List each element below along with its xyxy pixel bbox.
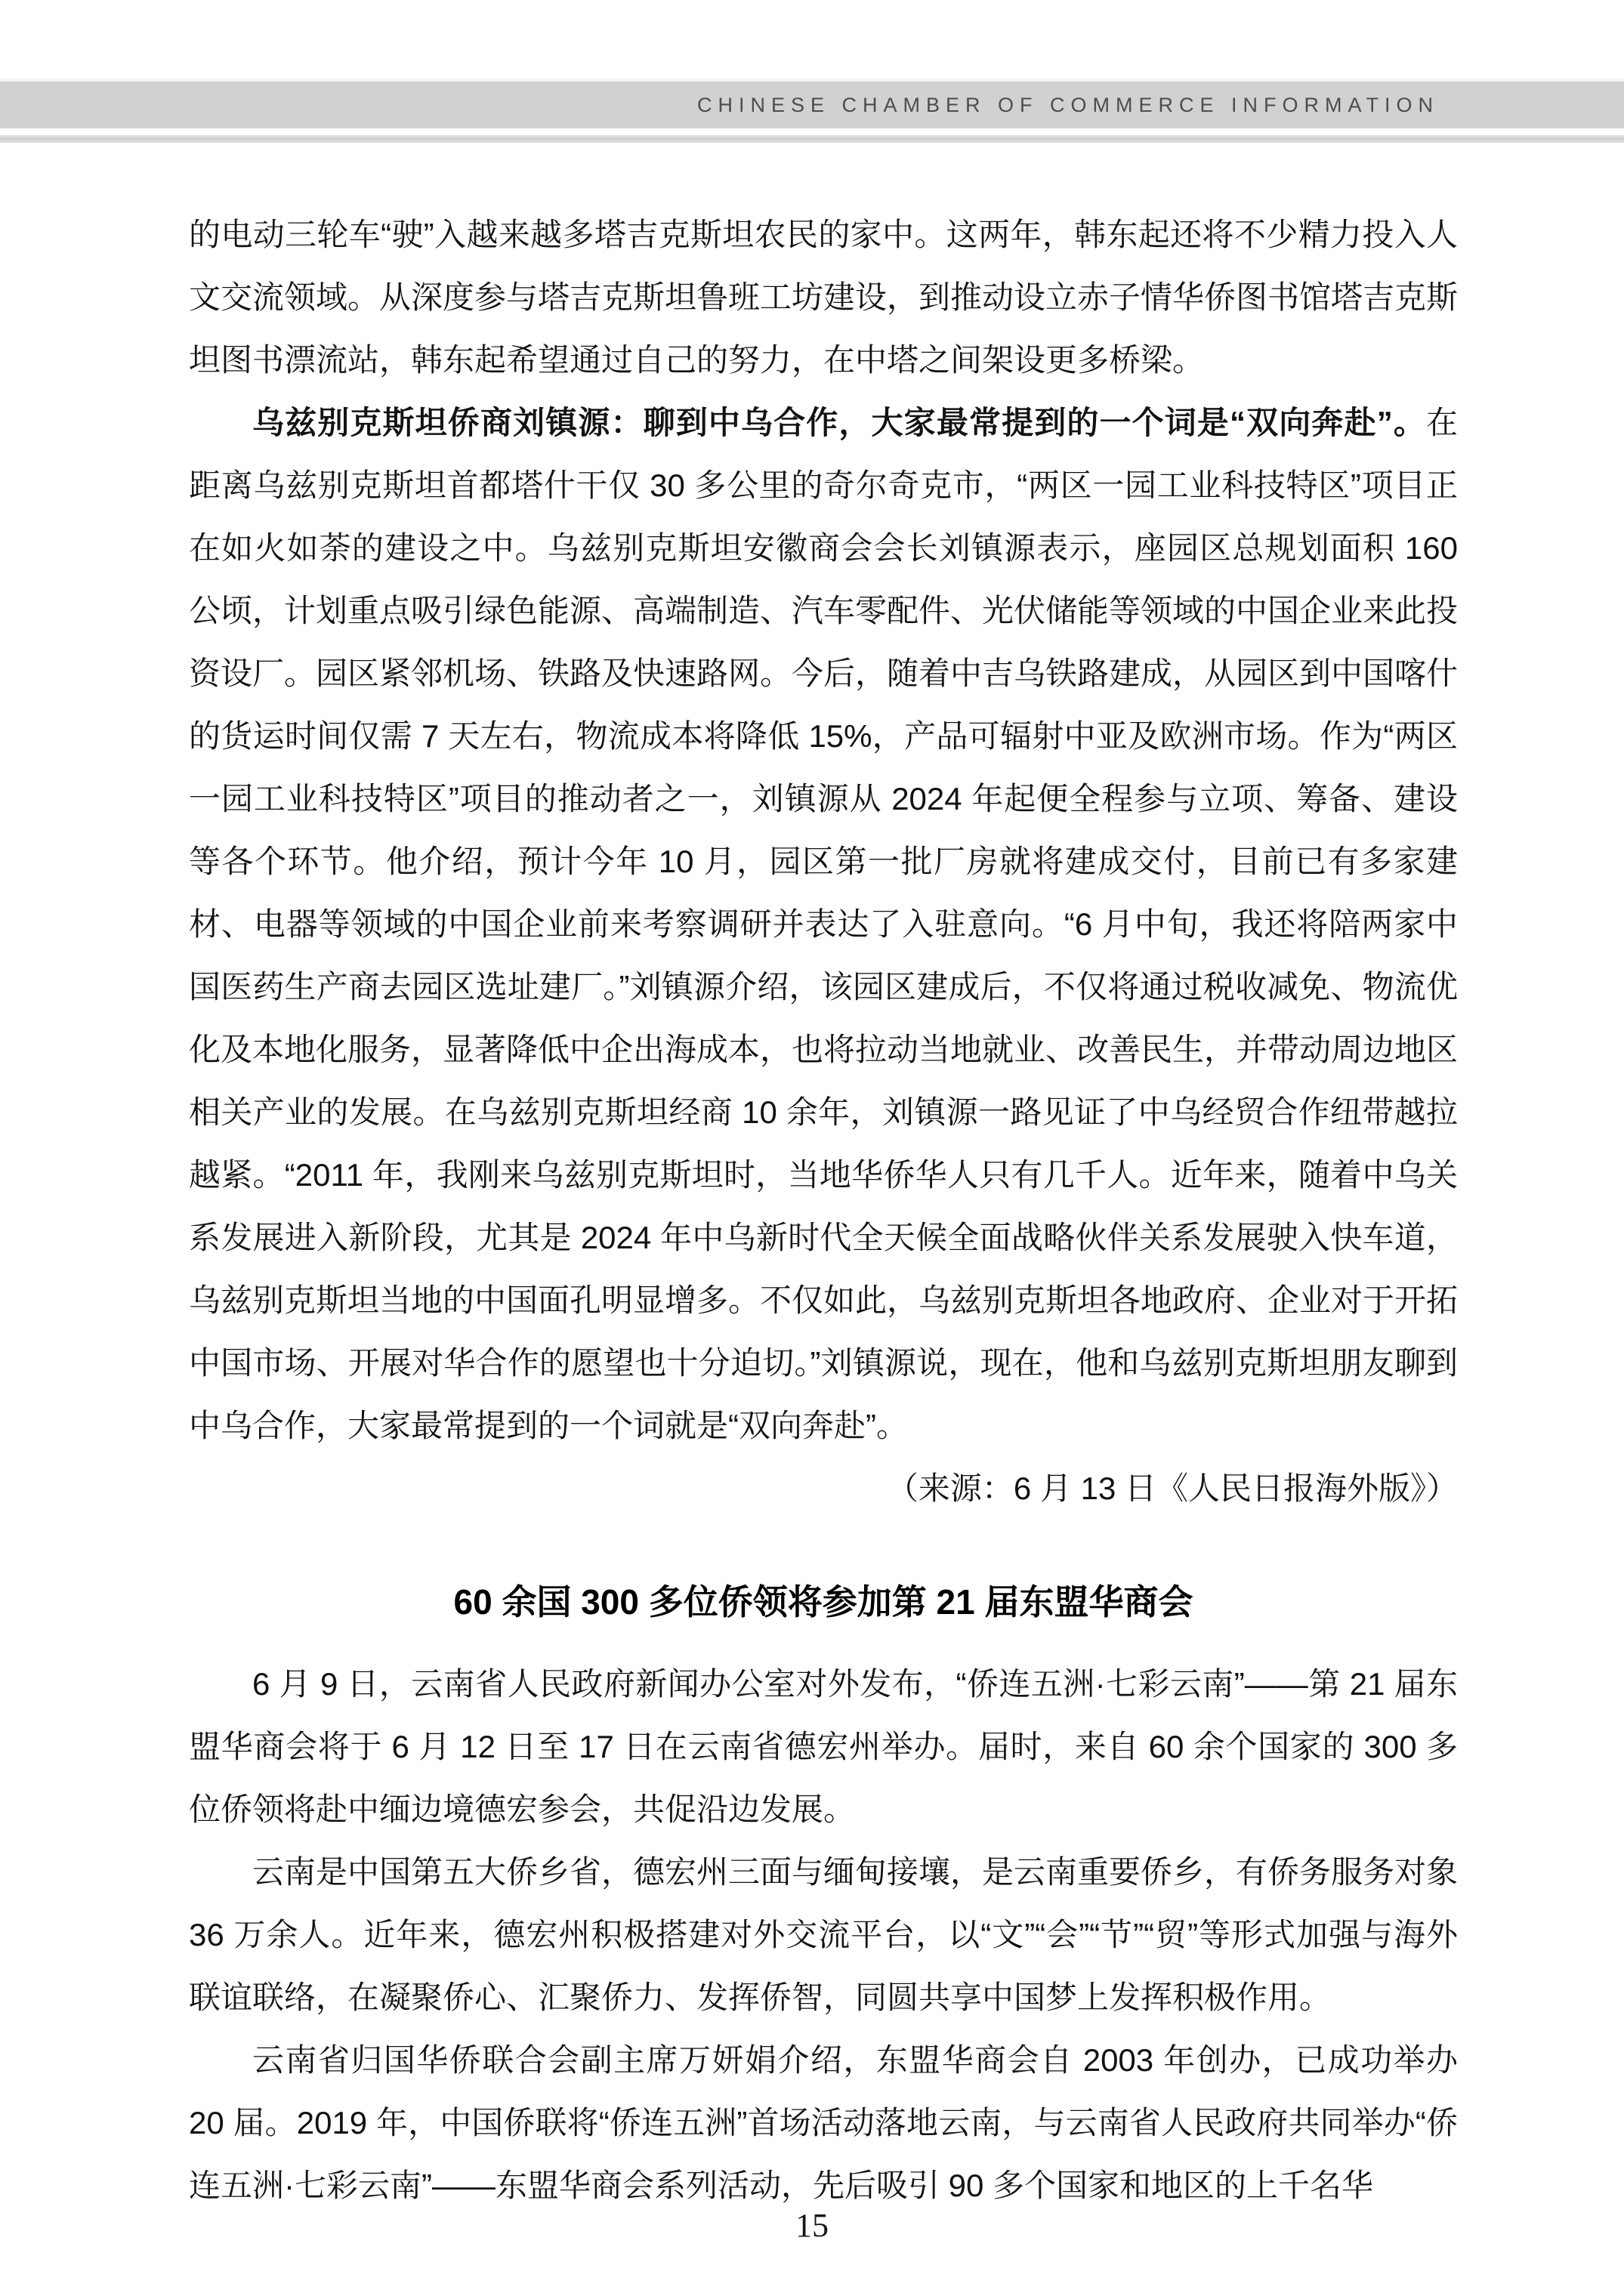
article1-paragraph-2	[189, 391, 1458, 1457]
header-rule	[0, 135, 1624, 143]
article1-paragraph-2-body: 在距离乌兹别克斯坦首都塔什干仅 30 多公里的奇尔奇克市，“两区一园工业科技特区”项目正在如火如荼的建设之中。乌兹别克斯坦安徽商会会长刘镇源表示，座园区总规划面积 160 公顷，计划重点吸引绿色能源、高端制造、汽车零配件、光伏储能等领域的中国企业来此投资设厂。园区紧邻机场、铁路及快速路网。今后，随着中吉乌铁路建成，从园区到中国喀什的货运时间仅需 7 天左右，物流成本将降低 15%，产品可辐射中亚及欧洲市场。作为“两区一园工业科技特区”项目的推动者之一，刘镇源从 2024 年起便全程参与立项、筹备、建设等各个环节。他介绍，预计今年 10 月，园区第一批厂房就将建成交付，目前已有多家建材、电器等领域的中国企业前来考察调研并表达了入驻意向。“6 月中旬，我还将陪两家中国医药生产商去园区选址建厂。”刘镇源介绍，该园区建成后，不仅将通过税收减免、物流优化及本地化服务，显著降低中企出海成本，也将拉动当地就业、改善民生，并带动周边地区相关产业的发展。在乌兹别克斯坦经商 10 余年，刘镇源一路见证了中乌经贸合作纽带越拉越紧。“2011 年，我刚来乌兹别克斯坦时，当地华侨华人只有几千人。近年来，随着中乌关系发展进入新阶段，尤其是 2024 年中乌新时代全天候全面战略伙伴关系发展驶入快车道，乌兹别克斯坦当地的中国面孔明显增多。不仅如此，乌兹别克斯坦各地政府、企业对于开拓中国市场、开展对华合作的愿望也十分迫切。”刘镇源说，现在，他和乌兹别克斯坦朋友聊到中乌合作，大家最常提到的一个词就是“双向奔赴”。	[189, 405, 1459, 1443]
article2-paragraph-3: 云南省归国华侨联合会副主席万妍娟介绍，东盟华商会自 2003 年创办，已成功举办 20 届。2019 年，中国侨联将“侨连五洲”首场活动落地云南，与云南省人民政府共同举办“侨连五洲·七彩云南”——东盟华商会系列活动，先后吸引 90 多个国家和地区的上千名华	[189, 2042, 1458, 2203]
page-header	[0, 0, 1624, 143]
article2-paragraph-2: 云南是中国第五大侨乡省，德宏州三面与缅甸接壤，是云南重要侨乡，有侨务服务对象 36 万余人。近年来，德宏州积极搭建对外交流平台，以“文”“会”“节”“贸”等形式加强与海外联谊联络，在凝聚侨心、汇聚侨力、发挥侨智，同圆共享中国梦上发挥积极作用。	[189, 1854, 1459, 2015]
article1-paragraph-2-bold-lead: 乌兹别克斯坦侨商刘镇源：聊到中乌合作，大家最常提到的一个词是“双向奔赴”。	[252, 405, 1426, 440]
page-content	[189, 203, 1458, 2217]
article2-title: 60 余国 300 多位侨领将参加第 21 届东盟华商会	[453, 1582, 1193, 1622]
source-attribution: （来源：6 月 13 日《人民日报海外版》）	[886, 1471, 1458, 1506]
article1-paragraph-continuation: 的电动三轮车“驶”入越来越多塔吉克斯坦农民的家中。这两年，韩东起还将不少精力投入人文交流领域。从深度参与塔吉克斯坦鲁班工坊建设，到推动设立赤子情华侨图书馆塔吉克斯坦图书漂流站，韩东起希望通过自己的努力，在中塔之间架设更多桥梁。	[189, 217, 1459, 378]
page-number: 15	[795, 2207, 829, 2244]
article2-paragraph-1: 6 月 9 日，云南省人民政府新闻办公室对外发布，“侨连五洲·七彩云南”——第 21 届东盟华商会将于 6 月 12 日至 17 日在云南省德宏州举办。届时，来自 60 余个国家的 300 多位侨领将赴中缅边境德宏参会，共促沿边发展。	[189, 1666, 1458, 1827]
header-banner	[0, 82, 1624, 128]
header-banner-text: CHINESE CHAMBER OF COMMERCE INFORMATION	[696, 93, 1439, 116]
